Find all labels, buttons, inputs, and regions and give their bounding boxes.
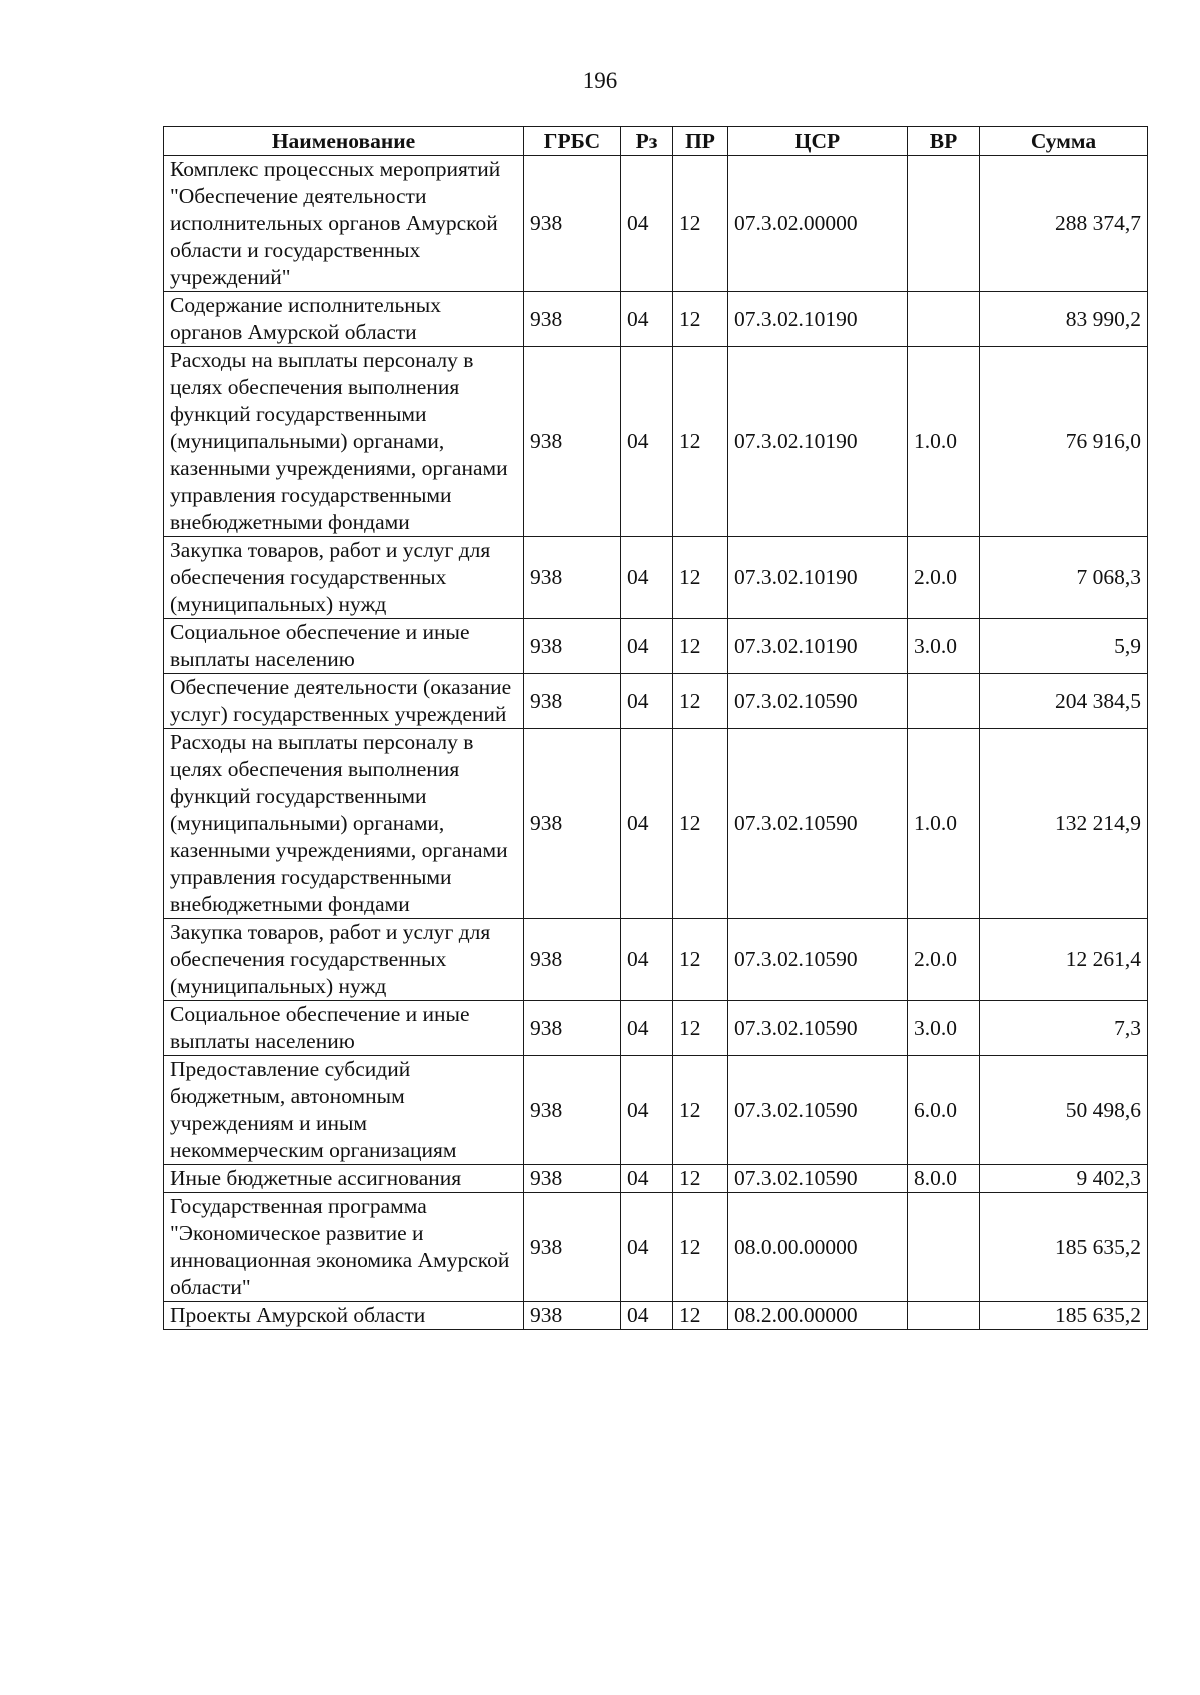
header-vr: ВР [908, 127, 980, 156]
table-row [164, 537, 1148, 619]
cell-rz: 04 [621, 674, 673, 729]
cell-csr: 07.3.02.10590 [728, 1056, 908, 1165]
table-row [164, 347, 1148, 537]
cell-name: Обеспечение деятельности (оказание услуг) государственных учреждений [164, 674, 524, 729]
cell-name: Государственная программа "Экономическое развитие и инновационная экономика Амурской области" [164, 1193, 524, 1302]
table-row [164, 292, 1148, 347]
cell-name: Расходы на выплаты персоналу в целях обеспечения выполнения функций государственными (муниципальными) органами, казенными учреждениями, органами управления государственными внебюджетными фондами [164, 347, 524, 537]
cell-name: Расходы на выплаты персоналу в целях обеспечения выполнения функций государственными (муниципальными) органами, казенными учреждениями, органами управления государственными внебюджетными фондами [164, 729, 524, 919]
cell-grbs: 938 [524, 156, 621, 292]
cell-csr: 08.0.00.00000 [728, 1193, 908, 1302]
cell-rz: 04 [621, 1193, 673, 1302]
cell-vr [908, 674, 980, 729]
cell-pr: 12 [673, 919, 728, 1001]
cell-sum: 7,3 [980, 1001, 1148, 1056]
cell-grbs: 938 [524, 347, 621, 537]
cell-csr: 07.3.02.10190 [728, 292, 908, 347]
table-row [164, 1193, 1148, 1302]
cell-csr: 07.3.02.10190 [728, 537, 908, 619]
cell-csr: 07.3.02.10590 [728, 1001, 908, 1056]
header-rz: Рз [621, 127, 673, 156]
cell-csr: 07.3.02.10590 [728, 919, 908, 1001]
cell-csr: 07.3.02.10590 [728, 729, 908, 919]
header-pr: ПР [673, 127, 728, 156]
cell-grbs: 938 [524, 1193, 621, 1302]
table-row [164, 1302, 1148, 1330]
cell-pr: 12 [673, 1001, 728, 1056]
cell-pr: 12 [673, 1165, 728, 1193]
header-sum: Сумма [980, 127, 1148, 156]
cell-sum: 12 261,4 [980, 919, 1148, 1001]
table-row [164, 919, 1148, 1001]
cell-rz: 04 [621, 619, 673, 674]
cell-rz: 04 [621, 1302, 673, 1330]
cell-rz: 04 [621, 919, 673, 1001]
cell-name: Комплекс процессных мероприятий "Обеспечение деятельности исполнительных органов Амурской области и государственных учреждений" [164, 156, 524, 292]
cell-vr [908, 1193, 980, 1302]
table-row [164, 729, 1148, 919]
cell-pr: 12 [673, 1056, 728, 1165]
table-row [164, 1165, 1148, 1193]
table-header-row [164, 127, 1148, 156]
cell-vr: 8.0.0 [908, 1165, 980, 1193]
cell-vr: 3.0.0 [908, 619, 980, 674]
cell-sum: 9 402,3 [980, 1165, 1148, 1193]
cell-csr: 08.2.00.00000 [728, 1302, 908, 1330]
table-row [164, 1056, 1148, 1165]
cell-name: Предоставление субсидий бюджетным, автономным учреждениям и иным некоммерческим организациям [164, 1056, 524, 1165]
cell-name: Содержание исполнительных органов Амурской области [164, 292, 524, 347]
cell-pr: 12 [673, 347, 728, 537]
header-csr: ЦСР [728, 127, 908, 156]
cell-sum: 7 068,3 [980, 537, 1148, 619]
cell-sum: 185 635,2 [980, 1302, 1148, 1330]
cell-pr: 12 [673, 619, 728, 674]
cell-sum: 76 916,0 [980, 347, 1148, 537]
cell-sum: 288 374,7 [980, 156, 1148, 292]
cell-grbs: 938 [524, 537, 621, 619]
cell-grbs: 938 [524, 674, 621, 729]
cell-grbs: 938 [524, 919, 621, 1001]
cell-rz: 04 [621, 347, 673, 537]
cell-rz: 04 [621, 156, 673, 292]
cell-pr: 12 [673, 537, 728, 619]
cell-name: Закупка товаров, работ и услуг для обеспечения государственных (муниципальных) нужд [164, 537, 524, 619]
cell-sum: 204 384,5 [980, 674, 1148, 729]
cell-pr: 12 [673, 674, 728, 729]
cell-grbs: 938 [524, 1165, 621, 1193]
cell-grbs: 938 [524, 1001, 621, 1056]
cell-sum: 185 635,2 [980, 1193, 1148, 1302]
cell-csr: 07.3.02.00000 [728, 156, 908, 292]
cell-pr: 12 [673, 1302, 728, 1330]
page-number: 196 [582, 68, 618, 93]
cell-name: Социальное обеспечение и иные выплаты населению [164, 619, 524, 674]
cell-name: Иные бюджетные ассигнования [164, 1165, 524, 1193]
cell-pr: 12 [673, 156, 728, 292]
cell-name: Проекты Амурской области [164, 1302, 524, 1330]
cell-pr: 12 [673, 292, 728, 347]
cell-rz: 04 [621, 729, 673, 919]
cell-vr: 3.0.0 [908, 1001, 980, 1056]
cell-sum: 50 498,6 [980, 1056, 1148, 1165]
budget-table [163, 126, 1148, 1330]
table-row [164, 674, 1148, 729]
cell-vr [908, 1302, 980, 1330]
cell-rz: 04 [621, 292, 673, 347]
table-row [164, 156, 1148, 292]
cell-grbs: 938 [524, 1302, 621, 1330]
table-row [164, 619, 1148, 674]
cell-csr: 07.3.02.10190 [728, 347, 908, 537]
cell-sum: 5,9 [980, 619, 1148, 674]
cell-rz: 04 [621, 1165, 673, 1193]
header-grbs: ГРБС [524, 127, 621, 156]
cell-name: Закупка товаров, работ и услуг для обеспечения государственных (муниципальных) нужд [164, 919, 524, 1001]
cell-vr [908, 156, 980, 292]
cell-grbs: 938 [524, 619, 621, 674]
cell-csr: 07.3.02.10590 [728, 674, 908, 729]
cell-vr: 2.0.0 [908, 919, 980, 1001]
cell-grbs: 938 [524, 292, 621, 347]
cell-vr: 6.0.0 [908, 1056, 980, 1165]
cell-vr: 1.0.0 [908, 347, 980, 537]
cell-pr: 12 [673, 1193, 728, 1302]
cell-grbs: 938 [524, 729, 621, 919]
table-row [164, 1001, 1148, 1056]
cell-rz: 04 [621, 1001, 673, 1056]
cell-csr: 07.3.02.10590 [728, 1165, 908, 1193]
cell-pr: 12 [673, 729, 728, 919]
cell-grbs: 938 [524, 1056, 621, 1165]
header-name: Наименование [164, 127, 524, 156]
cell-name: Социальное обеспечение и иные выплаты населению [164, 1001, 524, 1056]
cell-vr [908, 292, 980, 347]
cell-csr: 07.3.02.10190 [728, 619, 908, 674]
cell-vr: 2.0.0 [908, 537, 980, 619]
cell-sum: 83 990,2 [980, 292, 1148, 347]
cell-rz: 04 [621, 1056, 673, 1165]
cell-sum: 132 214,9 [980, 729, 1148, 919]
cell-vr: 1.0.0 [908, 729, 980, 919]
cell-rz: 04 [621, 537, 673, 619]
